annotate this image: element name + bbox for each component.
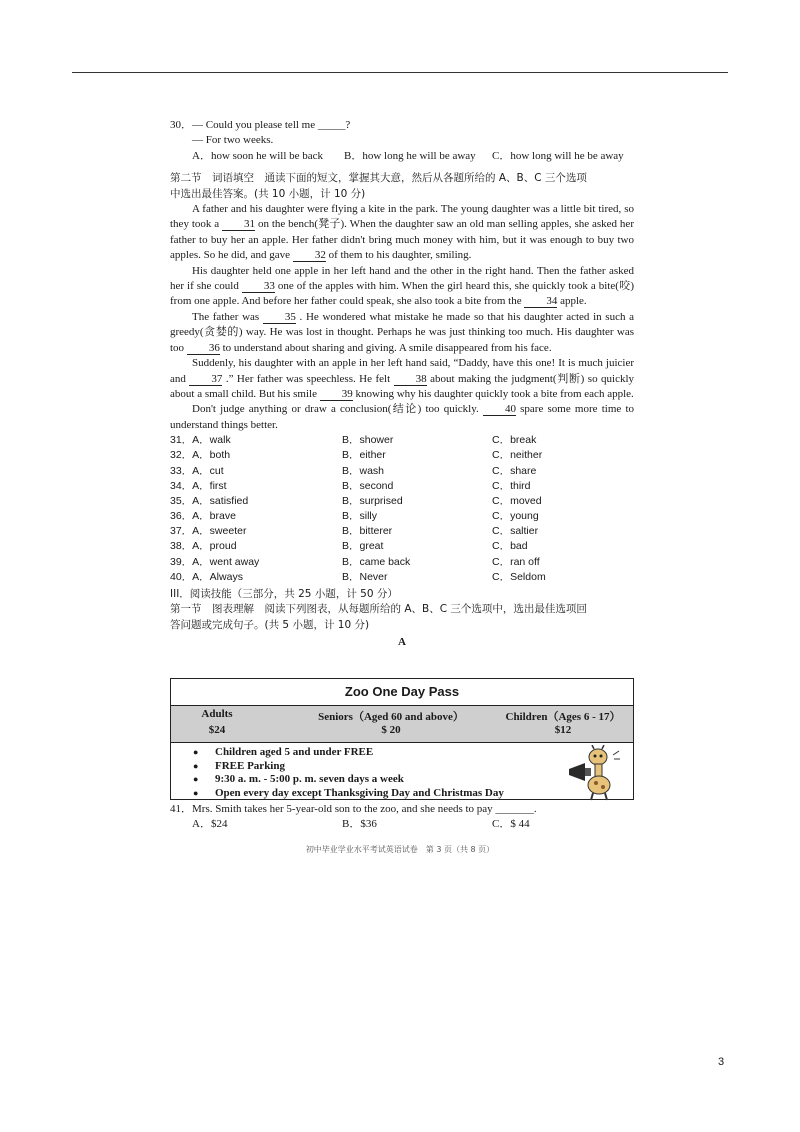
header-rule [72,72,728,73]
option-b: B．surprised [342,494,403,507]
option-a: 36．A．brave [170,510,236,523]
seniors-price: $ 20 [381,724,401,736]
q30-option-c: C．how long will he be away [492,149,624,162]
passage-paragraph-1 [170,202,634,264]
passage-text: The father was [192,310,260,323]
section2-heading [170,171,634,202]
children-price: $12 [554,724,572,736]
blank-40: 40 [483,403,516,416]
option-b: B．came back [342,555,411,568]
section2-heading-line1: 第二节 词语填空 通读下面的短文，掌握其大意，然后从各题所给的 A、B、C 三个选项 [170,172,587,185]
q41-options [170,817,634,832]
option-c: C．Seldom [492,570,546,583]
section2-heading-line2: 中选出最佳答案。(共 10 小题，计 10 分) [170,187,366,200]
passage-text: about making the judgment(判断) so quickly about a small child. But his smile [170,372,635,400]
zoo-info-item: ● FREE Parking [193,760,633,774]
option-a: 35．A．satisfied [170,494,249,507]
passage-text: spare some more time to understand things better. [170,403,635,431]
option-b: B．either [342,449,386,462]
q41-option-a: A．$24 [192,818,228,830]
option-b: B．wash [342,464,385,477]
exam-content [170,118,634,652]
part3-sub-line1: 第一节 图表理解 阅读下列图表，从每题所给的 A、B、C 三个选项中，选出最佳选项回 [170,603,587,616]
option-row-35 [170,494,634,509]
option-b: B．Never [342,570,388,583]
cloze-options [170,433,634,585]
passage-text: apple. [560,295,587,308]
passage-text: knowing why his daughter quickly took a bite from each apple. [355,387,634,400]
option-a: 40．A．Always [170,570,243,583]
blank-39: 39 [320,388,353,401]
option-a: 32．A．both [170,449,231,462]
option-row-34 [170,479,634,494]
passage-text: His daughter held one apple in her left hand and the other in the right hand. Then the father asked her if she could [170,264,634,293]
q30-reply: — For two weeks. [192,134,274,147]
option-a: 34．A．first [170,479,227,492]
passage-paragraph-5 [170,402,634,433]
part3-heading [170,587,634,651]
blank-34: 34 [524,295,557,308]
option-row-37 [170,524,634,539]
passage-text: . He wondered what mistake he made so that his daughter acted in such a greedy(贪婪的) way. He was lost in thought. Perhaps he was just thinking too much. His daughter was too [170,310,635,354]
option-b: B．bitterer [342,525,393,538]
children-label: Children（Ages 6 - 17） [505,711,621,723]
option-row-32 [170,448,634,463]
option-c: C．share [492,464,537,477]
part3-label: A [398,636,406,649]
passage-paragraph-4 [170,356,634,402]
zoo-pass-table [170,678,634,800]
blank-31: 31 [222,218,255,231]
q30-option-b: B．how long he will be away [344,149,476,162]
giraffe-megaphone-icon [565,745,621,801]
seniors-label: Seniors（Aged 60 and above） [318,711,464,723]
passage-text: of them to his daughter, smiling. [328,249,472,262]
q30-stem: 30．— Could you please tell me _____? [170,119,351,131]
option-c: C．saltier [492,525,539,538]
passage-text: A father and his daughter were flying a kite in the park. The young daughter was a little bit tired, so they took a [170,203,634,231]
option-c: C．moved [492,494,542,507]
q41-option-c: C．$ 44 [492,818,530,830]
option-a: 33．A．cut [170,464,224,477]
option-c: C．break [492,434,537,447]
option-a: 39．A．went away [170,555,260,568]
zoo-pass-title: Zoo One Day Pass [171,679,633,706]
blank-33: 33 [242,280,275,293]
option-c: C．ran off [492,555,540,568]
option-b: B．silly [342,510,378,523]
q30-options [170,149,634,164]
part3-title: III．阅读技能（三部分，共 25 小题，计 50 分） [170,588,398,600]
option-row-38 [170,539,634,554]
passage-text: .” Her father was speechless. He felt [225,372,391,385]
option-c: C．bad [492,540,528,553]
option-row-33 [170,464,634,479]
blank-35: 35 [263,311,296,324]
q41-stem: 41．Mrs. Smith takes her 5-year-old son to the zoo, and she needs to pay _______. [170,803,537,815]
zoo-info-item: ● Children aged 5 and under FREE [193,746,633,760]
page-footer: 初中毕业学业水平考试英语试卷 第 3 页（共 8 页） [305,845,495,854]
question-41 [170,802,634,832]
option-b: B．shower [342,434,394,447]
cloze-passage [170,202,634,433]
passage-text: on the bench(凳子). When the daughter saw an old man selling apples, she asked her father to buy her an apple. Her father didn't bring much money with him, but it was enough to buy two apples. So he did, and gave [170,218,634,262]
option-b: B．great [342,540,384,553]
option-c: C．third [492,479,531,492]
passage-text: one of the apples with him. When the girl heard this, she quickly took a bite(咬) from one apple. And before her father could speak, she also took a bite from the [170,280,635,308]
blank-37: 37 [189,373,222,386]
question-30 [170,118,634,164]
option-c: C．young [492,510,539,523]
option-a: 37．A．sweeter [170,525,247,538]
passage-text: to understand about sharing and giving. A smile disappeared from his face. [222,341,552,354]
passage-paragraph-2 [170,264,634,310]
q30-option-a: A．how soon he will be back [192,149,324,162]
q41-option-b: B．$36 [342,818,377,830]
option-row-36 [170,509,634,524]
blank-36: 36 [187,342,220,355]
zoo-price-band [171,706,633,743]
option-row-40 [170,570,634,585]
adults-label: Adults [201,708,233,720]
zoo-info-item: ● Open every day except Thanksgiving Day and Christmas Day [193,787,633,801]
option-row-39 [170,555,634,570]
blank-32: 32 [293,249,326,262]
passage-paragraph-3 [170,310,634,356]
part3-sub-line2: 答问题或完成句子。(共 5 小题，计 10 分) [170,618,370,631]
option-a: 38．A．proud [170,540,237,553]
zoo-info-item: ● 9:30 a. m. - 5:00 p. m. seven days a week [193,773,633,787]
zoo-info-list [171,743,633,800]
option-row-31 [170,433,634,448]
option-a: 31．A．walk [170,434,231,447]
option-c: C．neither [492,449,543,462]
blank-38: 38 [394,373,427,386]
adults-price: $24 [208,724,226,736]
passage-text: Suddenly, his daughter with an apple in her left hand said, “Daddy, have this one! It is much juicier and [170,357,634,385]
passage-text: Don't judge anything or draw a conclusion(结论) too quickly. [192,403,479,416]
page-number: 3 [718,1056,725,1068]
option-b: B．second [342,479,394,492]
